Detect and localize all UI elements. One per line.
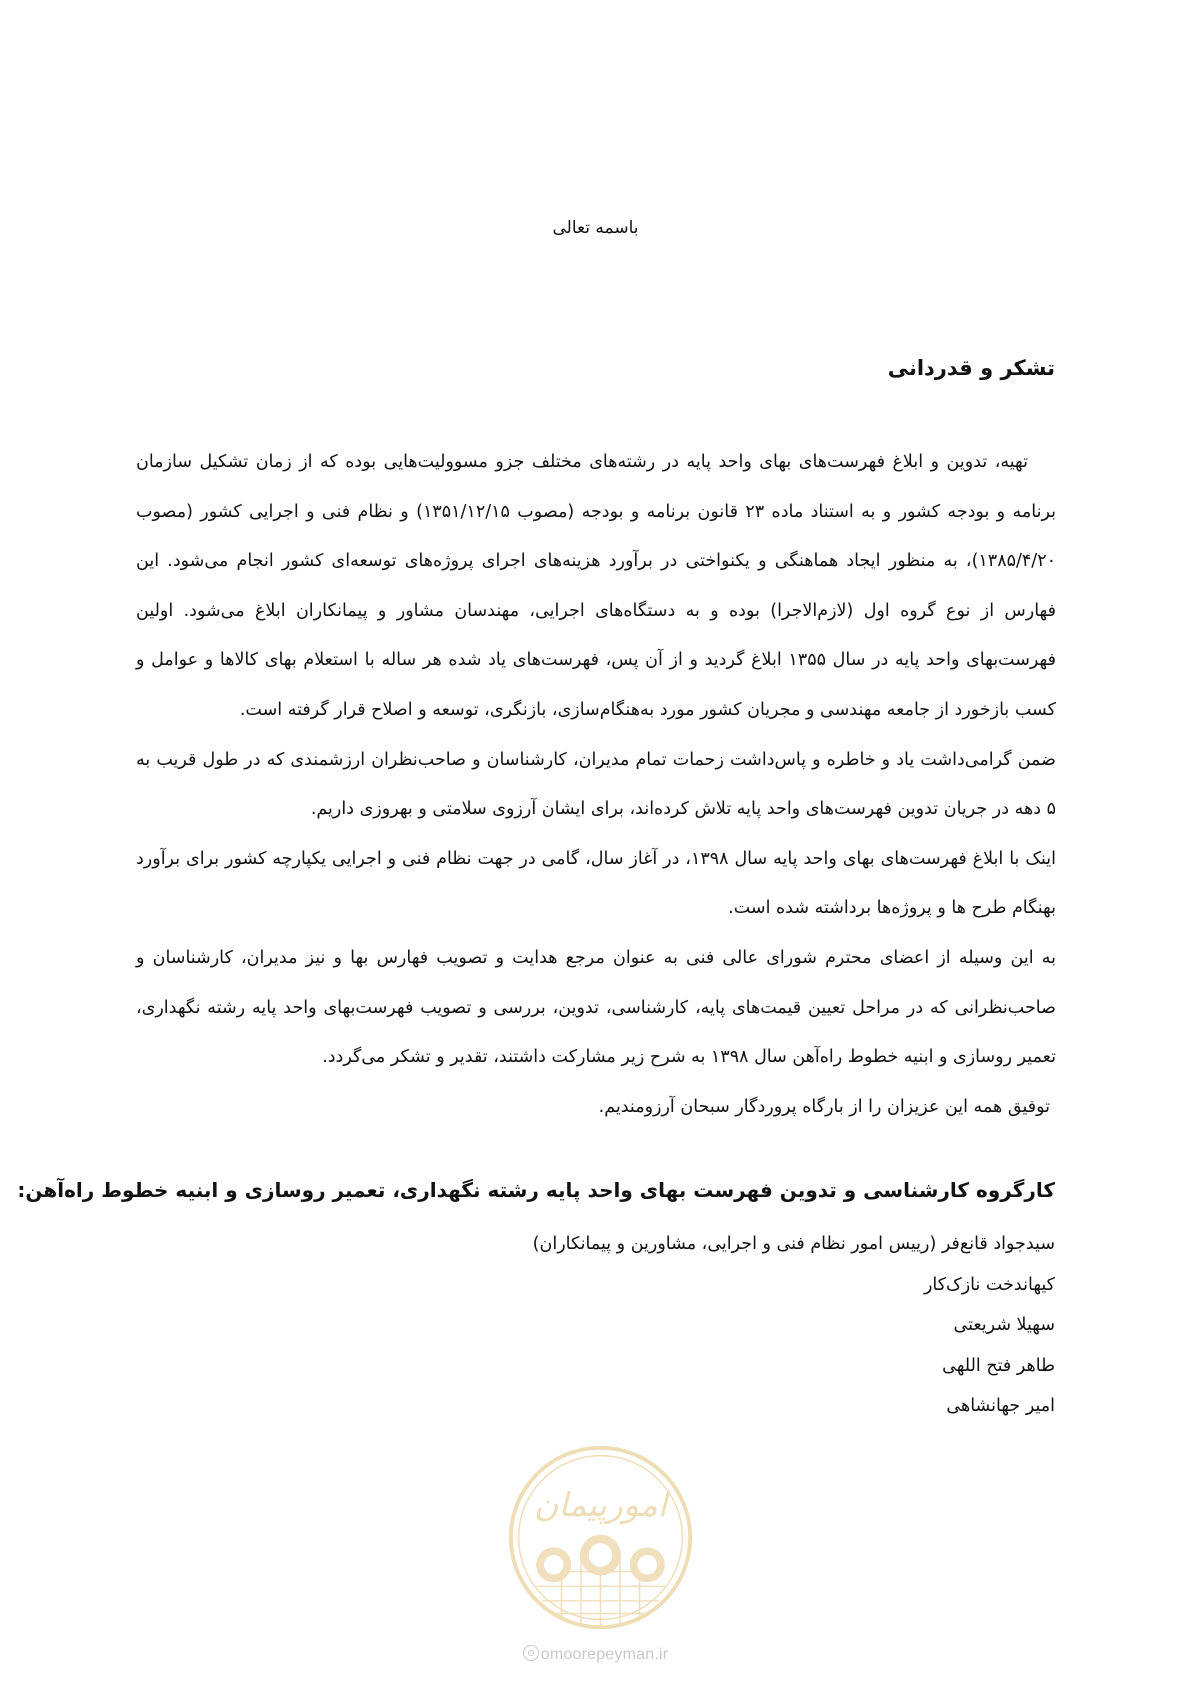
watermark-url: omoorepeyman.ir — [0, 1645, 1191, 1664]
member-item: کیهاندخت نازک‌کار — [923, 1274, 1055, 1295]
members-list — [533, 1224, 1055, 1427]
page-title: تشکر و قدردانی — [887, 356, 1055, 380]
paragraph-announcement: اینک با ابلاغ فهرست‌های بهای واحد پایه سال ۱۳۹۸، در آغاز سال، گامی در جهت نظام فنی و اجرایی یکپارچه کشور برای برآورد بهنگام طرح ها و پروژه‌ها برداشته شده است. — [136, 848, 1057, 919]
acknowledgement-body — [136, 438, 1056, 1132]
working-group-heading: کارگروه کارشناسی و تدوین فهرست بهای واحد پایه رشته نگهداری، تعمیر روسازی و ابنیه خطوط راه‌آهن: — [17, 1178, 1055, 1202]
member-item: امیر جهانشاهی — [946, 1396, 1055, 1416]
watermark-logo-icon — [503, 1440, 698, 1635]
paragraph-intro: تهیه، تدوین و ابلاغ فهرست‌های بهای واحد پایه در رشته‌های مختلف جزو مسوولیت‌هایی بوده که از زمان تشکیل سازمان برنامه و بودجه کشور و به استناد ماده ۲۳ قانون برنامه و بودجه (مصوب ۱۳۵۱/۱۲/۱۵) و نظام فنی و اجرایی کشور (مصوب ۱۳۸۵/۴/۲۰)، به منظور ایجاد هماهنگی و یکنواختی در برآورد هزینه‌های اجرای پروژه‌های توسعه‌ای کشور انجام می‌شود. این فهارس از نوع گروه اول (لازم‌الاجرا) بوده و به دستگاه‌های اجرایی، مهندسان مشاور و پیمانکاران ابلاغ می‌شود. اولین فهرست‌بهای واحد پایه در سال ۱۳۵۵ ابلاغ گردید و از آن پس، فهرست‌های یاد شده هر ساله با استعلام بهای کالاها و عوامل و کسب بازخورد از جامعه مهندسی و مجریان کشور مورد به‌هنگام‌سازی، بازنگری، توسعه و اصلاح قرار گرفته است. — [136, 452, 1056, 720]
watermark-logo-text: امورپیمان — [534, 1485, 667, 1525]
paragraph-thanks: به این وسیله از اعضای محترم شورای عالی فنی به عنوان مرجع هدایت و تصویب فهارس بها و نیز مدیران، کارشناسان و صاحب‌نظرانی که در مراحل تعیین قیمت‌های پایه، کارشناسی، تدوین، بررسی و تصویب فهرست‌بهای واحد پایه رشته نگهداری، تعمیر روسازی و ابنیه خطوط راه‌آهن سال ۱۳۹۸ به شرح زیر مشارکت داشتند، تقدیر و تشکر می‌گردد. — [136, 947, 1056, 1068]
member-item: سهیلا شریعتی — [953, 1315, 1055, 1335]
paragraph-closing: توفیق همه این عزیزان را از بارگاه پروردگار سبحان آرزومندیم. — [598, 1096, 1050, 1117]
member-item: طاهر فتح اللهی — [942, 1355, 1055, 1376]
member-item: سیدجواد قانع‌فر (رییس امور نظام فنی و اجرایی، مشاورین و پیمانکاران) — [532, 1234, 1055, 1254]
at-icon — [523, 1645, 539, 1661]
paragraph-tribute: ضمن گرامی‌داشت یاد و خاطره و پاس‌داشت زحمات تمام مدیران، کارشناسان و صاحب‌نظران ارزشمندی که در طول قریب به ۵ دهه در جریان تدوین فهرست‌های واحد پایه تلاش کرده‌اند، برای ایشان آرزوی سلامتی و بهروزی داریم. — [136, 749, 1056, 820]
invocation-text: باسمه تعالی — [552, 218, 639, 238]
